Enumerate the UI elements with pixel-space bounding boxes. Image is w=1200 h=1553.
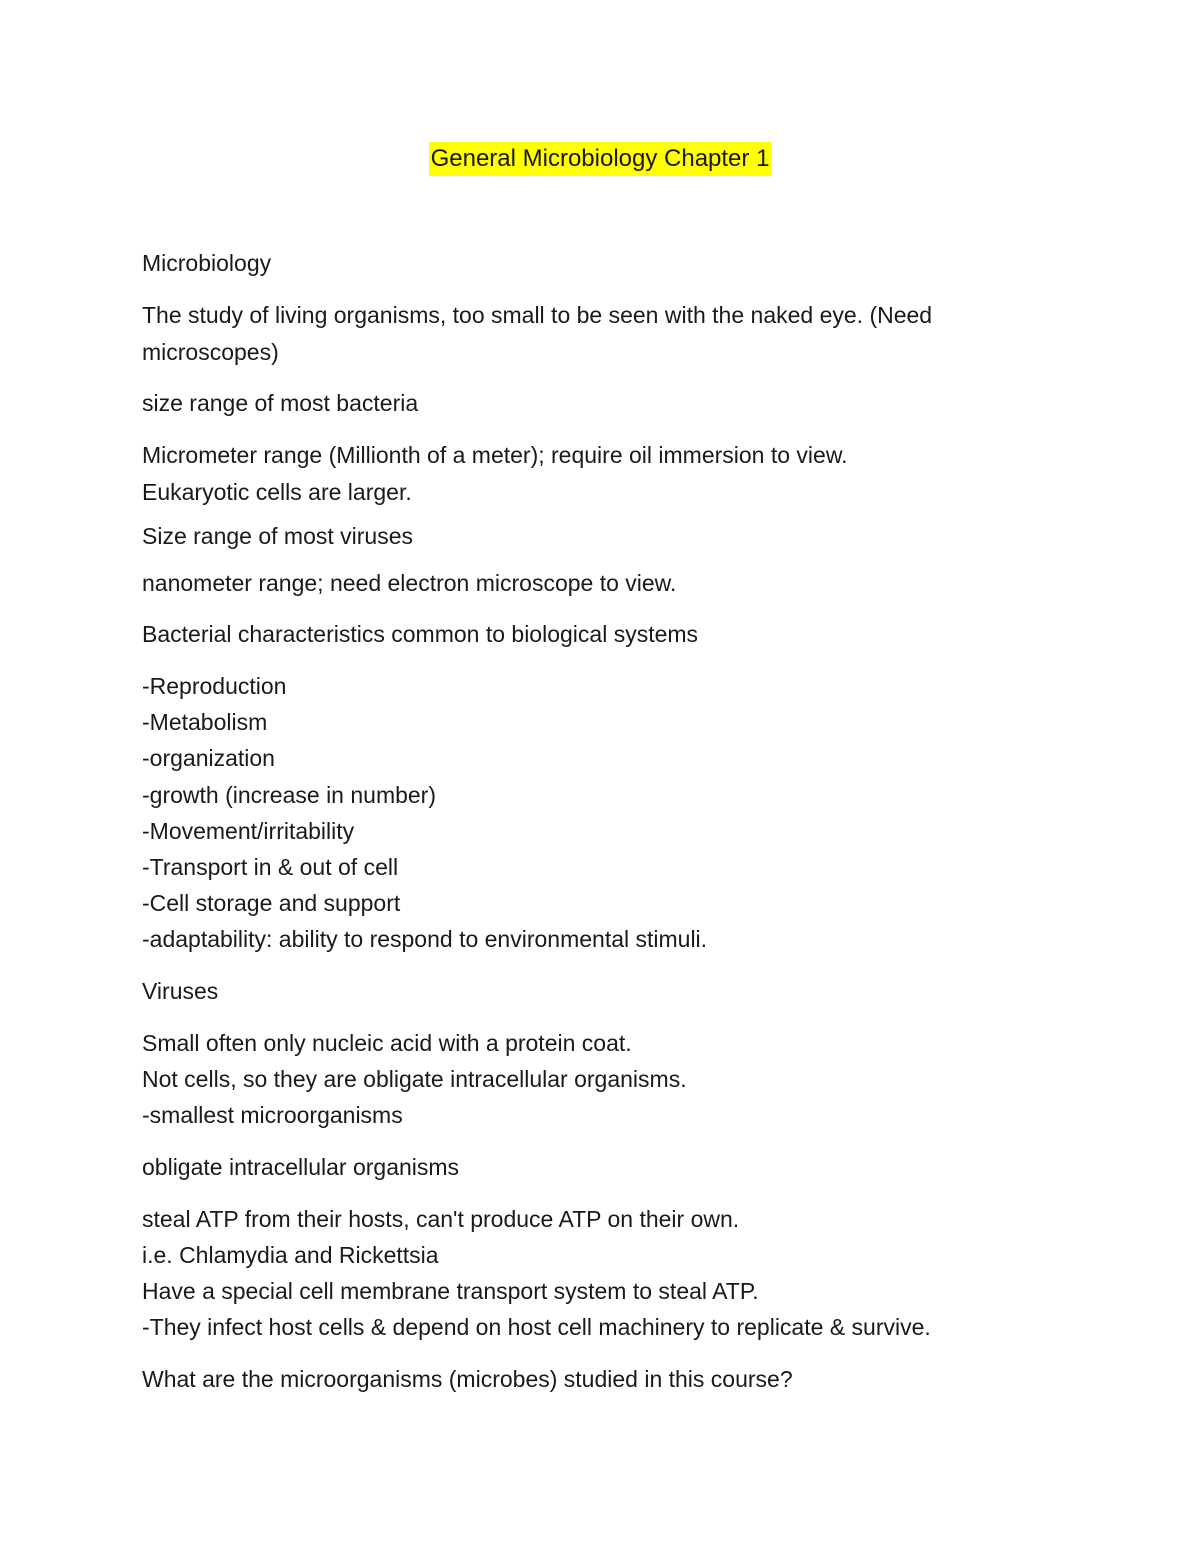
list-item: -organization [142,745,275,771]
text-line: microscopes) [142,339,279,365]
text-line: Small often only nucleic acid with a protein coat. [142,1030,632,1056]
text-line: Size range of most viruses [142,523,414,549]
list-item: -growth (increase in number) [142,782,437,808]
list-item: -adaptability: ability to respond to environmental stimuli. [142,926,708,952]
text-line: Viruses [142,978,219,1004]
text-line: nanometer range; need electron microscope to view. [142,570,677,596]
text-line: Have a special cell membrane transport system to steal ATP. [142,1278,759,1304]
list-item: -Transport in & out of cell [142,854,399,880]
text-line: What are the microorganisms (microbes) studied in this course? [142,1366,793,1392]
document-title: General Microbiology Chapter 1 [429,142,772,176]
text-line: Not cells, so they are obligate intracellular organisms. [142,1066,687,1092]
text-line: Micrometer range (Millionth of a meter); require oil immersion to view. [142,442,848,468]
text-line: i.e. Chlamydia and Rickettsia [142,1242,439,1268]
list-item: -Movement/irritability [142,818,355,844]
text-line: steal ATP from their hosts, can't produce ATP on their own. [142,1206,740,1232]
text-line: Bacterial characteristics common to biological systems [142,621,699,647]
text-line: -They infect host cells & depend on host cell machinery to replicate & survive. [142,1314,931,1340]
text-line: obligate intracellular organisms [142,1154,460,1180]
text-line: The study of living organisms, too small to be seen with the naked eye. (Need [142,302,933,328]
title-container [0,142,1200,176]
list-item: -Metabolism [142,709,268,735]
text-line: size range of most bacteria [142,390,419,416]
text-line: Eukaryotic cells are larger. [142,479,412,505]
list-item: -Cell storage and support [142,890,401,916]
text-line: Microbiology [142,250,272,276]
text-line: -smallest microorganisms [142,1102,403,1128]
list-item: -Reproduction [142,673,287,699]
